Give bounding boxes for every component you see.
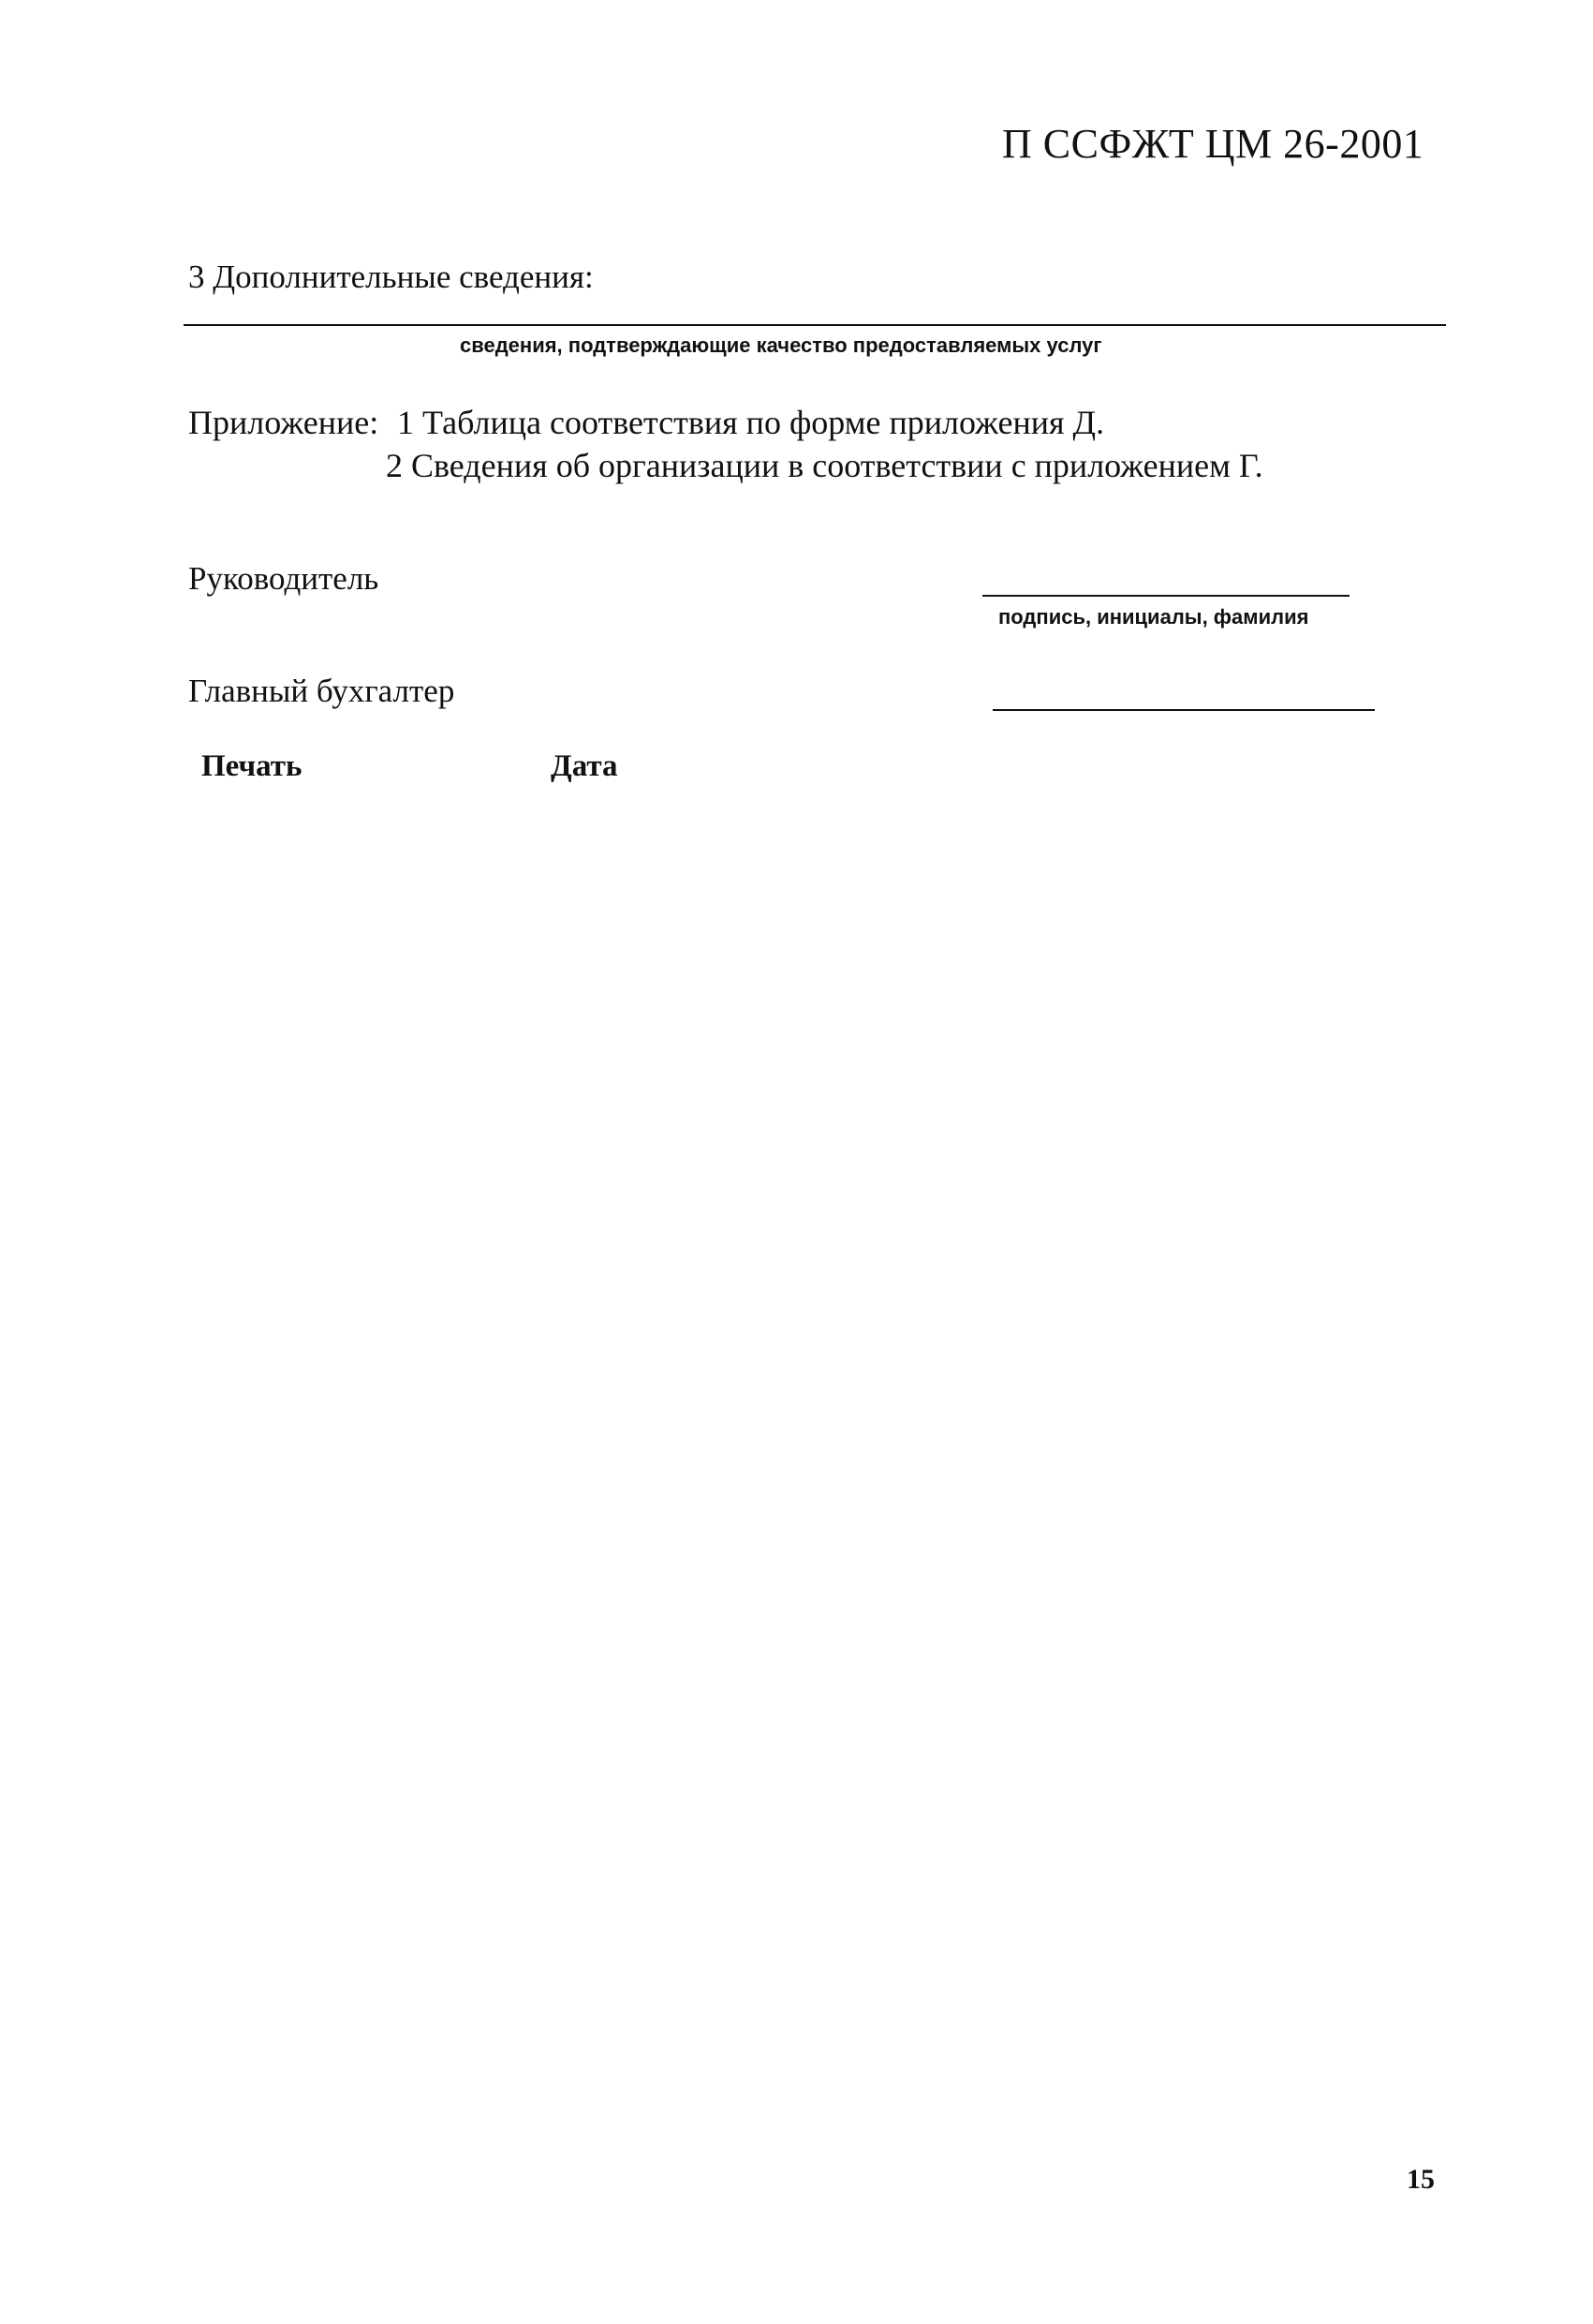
accountant-signature-label: Главный бухгалтер [188, 673, 455, 709]
signature-caption: подпись, инициалы, фамилия [998, 605, 1309, 629]
additional-info-line [184, 324, 1446, 326]
document-code: П ССФЖТ ЦМ 26-2001 [1002, 121, 1424, 167]
appendix-item: 2 Сведения об организации в соответствии с приложением Г. [386, 447, 1263, 484]
appendix-label: Приложение: [188, 404, 379, 441]
stamp-label: Печать [201, 749, 302, 783]
date-label: Дата [551, 749, 618, 783]
head-signature-label: Руководитель [188, 560, 379, 597]
appendix-item: 1 Таблица соответствия по форме приложения Д. [397, 404, 1105, 441]
accountant-signature-line [993, 709, 1375, 711]
additional-info-caption: сведения, подтверждающие качество предоставляемых услуг [460, 333, 1102, 357]
section-heading: 3 Дополнительные сведения: [188, 259, 594, 295]
page-number: 15 [1407, 2164, 1435, 2195]
head-signature-line [982, 595, 1350, 597]
